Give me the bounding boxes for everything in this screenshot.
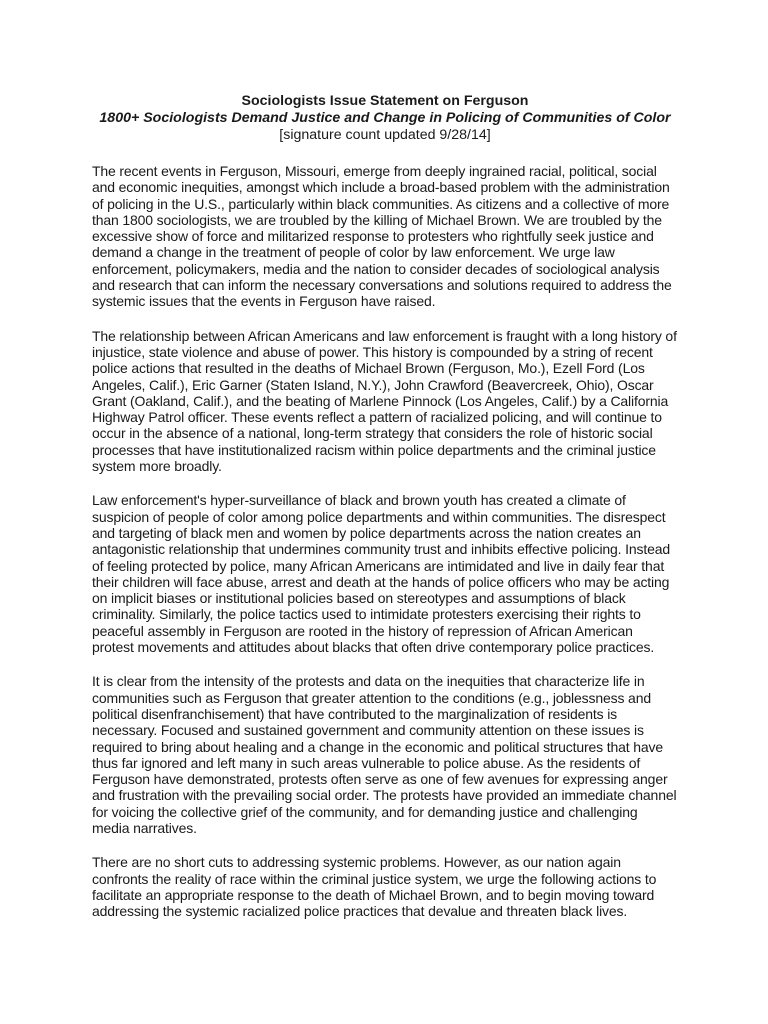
document-page bbox=[92, 93, 678, 937]
document-subtitle: 1800+ Sociologists Demand Justice and Change in Policing of Communities of Color bbox=[99, 110, 671, 126]
document-title: Sociologists Issue Statement on Ferguson bbox=[241, 93, 529, 109]
paragraph-5: There are no short cuts to addressing systemic problems. However, as our nation again confronts the reality of race within the criminal justice system, we urge the following actions to facilitate an appropriate response to the death of Michael Brown, and to begin moving toward addressing the systemic racialized police practices that devalue and threaten black lives. bbox=[92, 854, 657, 920]
paragraph-4: It is clear from the intensity of the protests and data on the inequities that characterize life in communities such as Ferguson that greater attention to the conditions (e.g., joblessness and political disenfranchisement) that have contributed to the marginalization of residents is necessary. Focused and sustained government and community attention on these issues is required to bring about healing and a change in the economic and political structures that have thus far ignored and left many in such areas vulnerable to police abuse. As the residents of Ferguson have demonstrated, protests often serve as one of few avenues for expressing anger and frustration with the prevailing social order. The protests have provided an immediate channel for voicing the collective grief of the community, and for demanding justice and challenging media narratives. bbox=[92, 673, 677, 836]
paragraph-1: The recent events in Ferguson, Missouri, emerge from deeply ingrained racial, political, social and economic inequities, amongst which include a broad-based problem with the administration of policing in the U.S., particularly within black communities. As citizens and a collective of more than 1800 sociologists, we are troubled by the killing of Michael Brown. We are troubled by the excessive show of force and militarized response to protesters who rightfully seek justice and demand a change in the treatment of people of color by law enforcement. We urge law enforcement, policymakers, media and the nation to consider decades of sociological analysis and research that can inform the necessary conversations and solutions required to address the systemic issues that the events in Ferguson have raised. bbox=[92, 163, 672, 310]
signature-count-note: [signature count updated 9/28/14] bbox=[279, 127, 491, 143]
paragraph-3: Law enforcement's hyper-surveillance of black and brown youth has created a climate of suspicion of people of color among police departments and within communities. The disrespect and targeting of black men and women by police departments across the nation creates an antagonistic relationship that undermines community trust and inhibits effective policing. Instead of feeling protected by police, many African Americans are intimidated and live in daily fear that their children will face abuse, arrest and death at the hands of police officers who may be acting on implicit biases or institutional policies based on stereotypes and assumptions of black criminality. Similarly, the police tactics used to intimidate protesters exercising their rights to peaceful assembly in Ferguson are rooted in the history of repression of African American protest movements and attitudes about blacks that often drive contemporary police practices. bbox=[92, 492, 671, 656]
paragraph-2: The relationship between African Americans and law enforcement is fraught with a long history of injustice, state violence and abuse of power. This history is compounded by a string of recent police actions that resulted in the deaths of Michael Brown (Ferguson, Mo.), Ezell Ford (Los Angeles, Calif.), Eric Garner (Staten Island, N.Y.), John Crawford (Beavercreek, Ohio), Oscar Grant (Oakland, Calif.), and the beating of Marlene Pinnock (Los Angeles, Calif.) by a California Highway Patrol officer. These events reflect a pattern of racialized policing, and will continue to occur in the absence of a national, long-term strategy that considers the role of historic social processes that have institutionalized racism within police departments and the criminal justice system more broadly. bbox=[92, 327, 677, 475]
